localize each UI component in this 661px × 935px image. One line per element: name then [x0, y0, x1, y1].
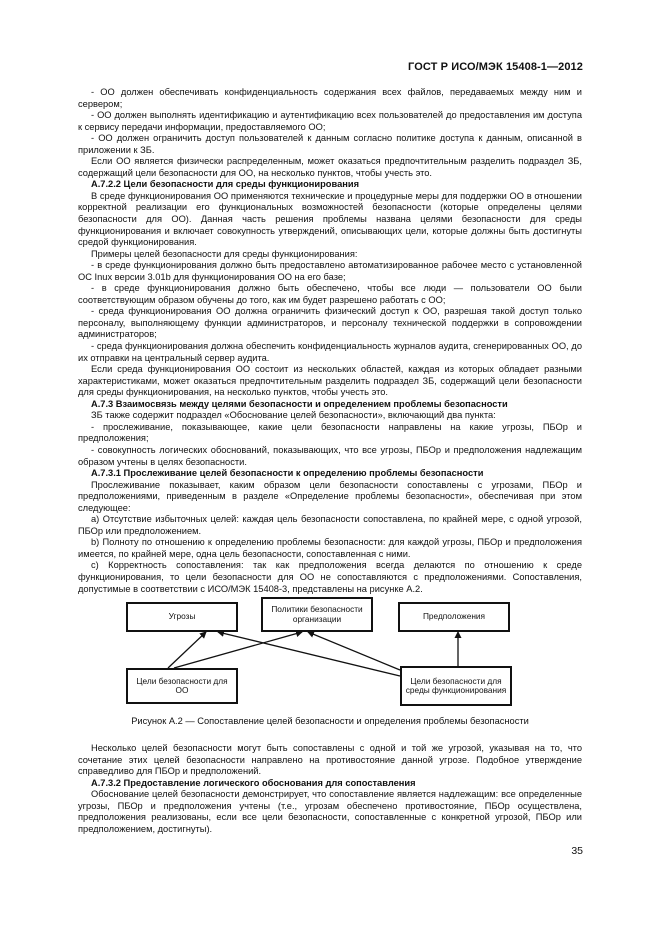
- body-text-bottom: [78, 743, 582, 835]
- figure-caption: Рисунок А.2 — Сопоставление целей безопасности и определения проблемы безопасности: [131, 716, 529, 726]
- paragraph: В среде функционирования ОО применяются технические и процедурные меры для поддержки ОО в отношении корректной реализации его функциональных возможностей безопасности (которые определены целями безопасности для ОО). Данная часть решения проблемы названа целями безопасности для среды функционирования и включает совокупность утверждений, описывающих цели, которые должны быть достигнуты средой функционирования.: [78, 190, 582, 248]
- paragraph: с) Корректность сопоставления: так как предположения всегда делаются по отношению к среде функционирования, то цели безопасности для ОО не сопоставляются с предположениями. Сопоставления, допустимые в соответствии с ИСО/МЭК 15408-3, представлены на рисунке А.2.: [78, 560, 582, 594]
- section-heading: А.7.3 Взаимосвязь между целями безопасности и определением проблемы безопасности: [91, 398, 508, 409]
- box-assumptions: Предположения: [398, 602, 510, 632]
- arrow-toe-to-threats: [168, 632, 206, 668]
- paragraph: Примеры целей безопасности для среды функционирования:: [91, 248, 358, 259]
- mapping-diagram: [78, 596, 582, 710]
- paragraph: - ОО должен ограничить доступ пользователей к данным согласно политике доступа к данным, описанной в приложении к ЗБ.: [78, 133, 582, 155]
- paragraph: - совокупность логических обоснований, показывающих, что все угрозы, ПБОр и предположения надлежащим образом учтены в целях безопасности.: [78, 444, 582, 467]
- arrow-env-to-threats: [218, 632, 400, 676]
- body-text-top: [78, 87, 582, 595]
- page-number: 35: [571, 845, 583, 857]
- standard-header: ГОСТ Р ИСО/МЭК 15408-1—2012: [408, 61, 583, 73]
- paragraph: а) Отсутствие избыточных целей: каждая цель безопасности сопоставлена, по крайней мере, с одной угрозой, ПБОр или предположением.: [78, 514, 582, 536]
- box-toe-objectives: Цели безопасности для ОО: [126, 668, 238, 704]
- section-heading: А.7.3.1 Прослеживание целей безопасности к определению проблемы безопасности: [91, 468, 484, 479]
- paragraph: - прослеживание, показывающее, какие цели безопасности направлены на какие угрозы, ПБОр и предположения;: [78, 421, 582, 444]
- box-organizational-policies: Политики безопасности организации: [261, 597, 373, 632]
- paragraph: Несколько целей безопасности могут быть сопоставлены с одной и той же угрозой, указывая на то, что сочетание этих целей безопасности направлено на противостояние данной угрозе. Подобное утверждение справедливо для ПБОр и предположений.: [78, 743, 582, 777]
- box-threats: Угрозы: [126, 602, 238, 632]
- section-heading: А.7.3.2 Предоставление логического обоснования для сопоставления: [91, 777, 416, 788]
- paragraph: - ОО должен обеспечивать конфиденциальность содержания всех файлов, передаваемых между ним и сервером;: [78, 87, 582, 109]
- paragraph: - ОО должен выполнять идентификацию и аутентификацию всех пользователей до предоставления им доступа к сервису передачи информации, предоставляемого ОО;: [78, 110, 582, 132]
- paragraph: Если ОО является физически распределенным, может оказаться предпочтительным разделить подраздел ЗБ, содержащий цели безопасности для ОО, на несколько пунктов, чтобы учесть это.: [78, 156, 582, 178]
- paragraph: - среда функционирования ОО должна ограничить физический доступ к ОО, разрешая такой доступ только персоналу, выполняющему функции администраторов, и персоналу технической поддержки в сопровождении администраторов;: [78, 306, 582, 340]
- paragraph: Если среда функционирования ОО состоит из нескольких областей, каждая из которых обладает разными характеристиками, может оказаться предпочтительным разделить подраздел ЗБ, содержащий цели безопасности для среды функционирования, на несколько пунктов, чтобы учесть это.: [78, 364, 582, 398]
- paragraph: Прослеживание показывает, каким образом цели безопасности сопоставлены с угрозами, ПБОр и предположениями, приведенным в разделе «Определение проблемы безопасности», обеспечивая при этом следующее:: [78, 479, 582, 513]
- box-environment-objectives: Цели безопасности для среды функционирования: [400, 666, 512, 706]
- paragraph: - в среде функционирования должно быть обеспечено, чтобы все люди — пользователи ОО были соответствующим образом обучены до того, как им будет разрешено работать с ОО;: [78, 283, 582, 305]
- paragraph: Обоснование целей безопасности демонстрирует, что сопоставление является надлежащим: все определенные угрозы, ПБОр и предположения учтены (т.е., угрозам обеспечено противостояние, ПБОр осуществлена, предположения реализованы, если все цели безопасности, сопоставленные с конкретной угрозой, ПБОр или предположением, достигнуты).: [78, 789, 582, 834]
- paragraph: - среда функционирования должна обеспечить конфиденциальность журналов аудита, сгенерированных ОО, до их отправки на центральный сервер аудита.: [78, 341, 582, 363]
- paragraph: ЗБ также содержит подраздел «Обоснование целей безопасности», включающий два пункта:: [91, 410, 496, 421]
- paragraph: - в среде функционирования должно быть предоставлено автоматизированное рабочее место с установленной ОС Inux версии 3.01b для функционирования ОО на его базе;: [78, 260, 582, 282]
- section-heading: А.7.2.2 Цели безопасности для среды функционирования: [91, 179, 359, 190]
- paragraph: b) Полноту по отношению к определению проблемы безопасности: для каждой угрозы, ПБОр и предположения имеется, по крайней мере, одна цель безопасности, сопоставленная с ними.: [78, 537, 582, 559]
